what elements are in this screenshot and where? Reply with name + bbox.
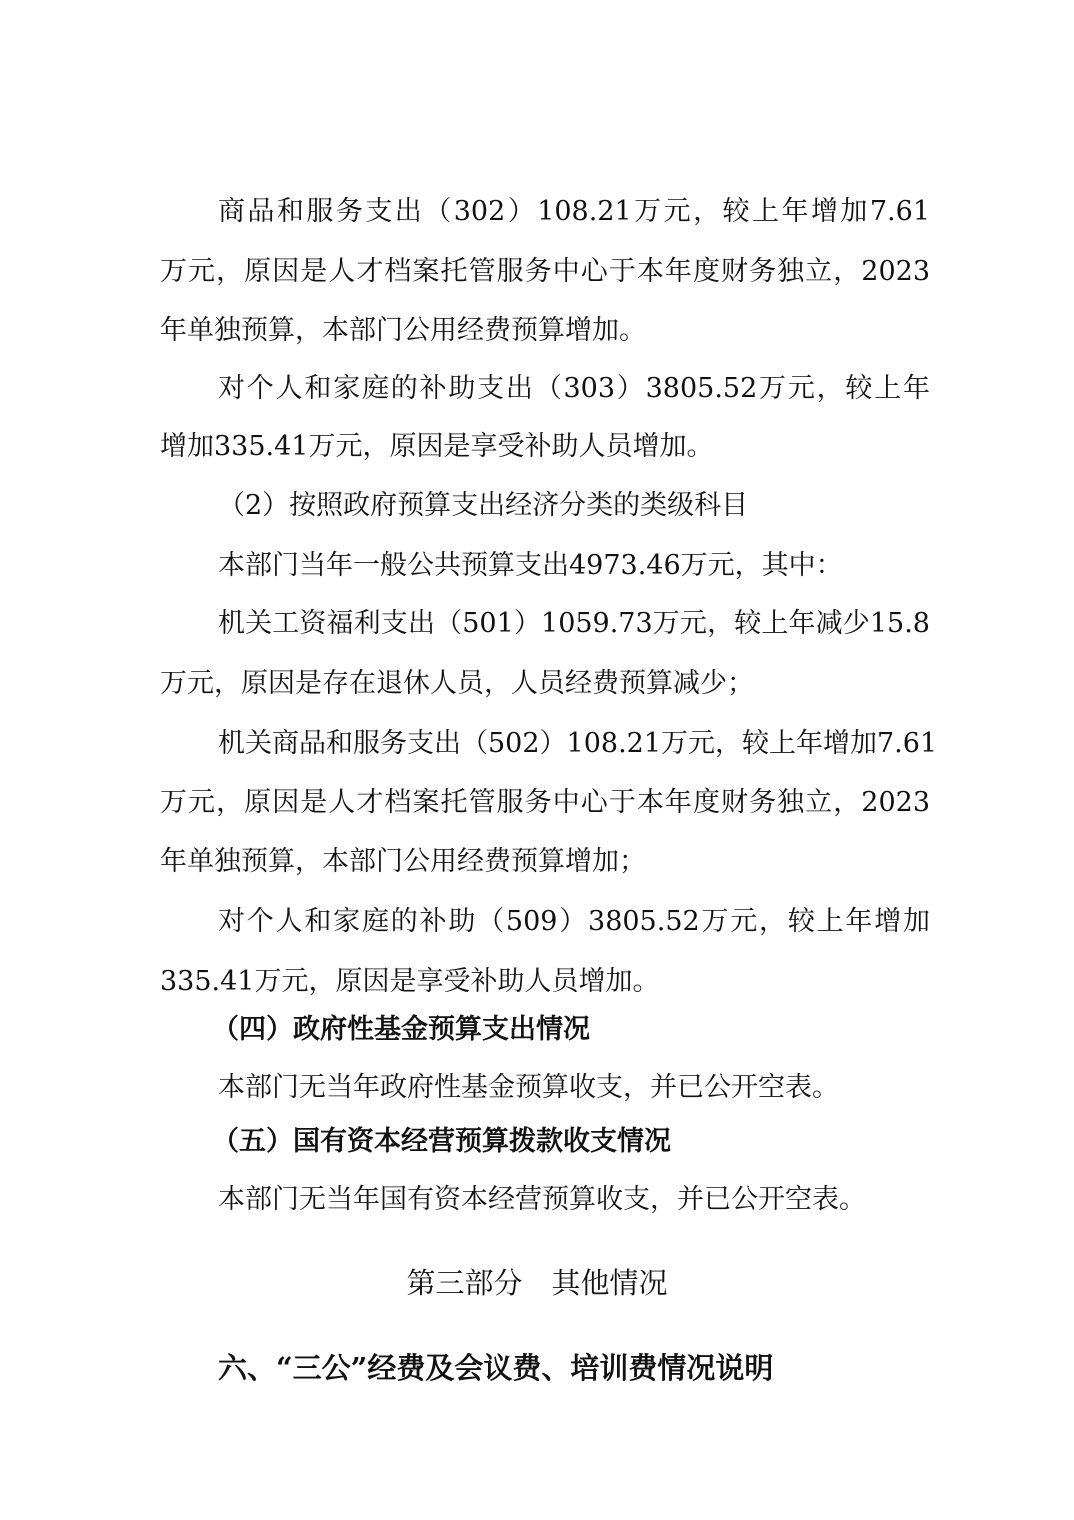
section-four-heading: （四）政府性基金预算支出情况 [212,1014,590,1045]
paragraph-line: 增加335.41万元，原因是享受补助人员增加。 [160,431,714,462]
section-five-body: 本部门无当年国有资本经营预算收支，并已公开空表。 [218,1184,866,1215]
paragraph-line: 年单独预算，本部门公用经费预算增加； [160,846,646,877]
paragraph-line: 对个人和家庭的补助（509）3805.52万元，较上年增加 [218,906,930,937]
paragraph-line: 机关商品和服务支出（502）108.21万元，较上年增加7.61 [218,728,938,759]
paragraph-line: 商品和服务支出（302）108.21万元，较上年增加7.61 [218,196,930,227]
paragraph-line: 机关工资福利支出（501）1059.73万元，较上年减少15.8 [218,608,930,639]
part-three-title: 第三部分 其他情况 [406,1266,668,1300]
subsection-heading: （2）按照政府预算支出经济分类的类级科目 [218,490,749,521]
paragraph-line: 万元，原因是存在退休人员，人员经费预算减少； [160,668,754,699]
section-four-body: 本部门无当年政府性基金预算收支，并已公开空表。 [218,1072,839,1103]
paragraph-line: 335.41万元，原因是享受补助人员增加。 [160,966,660,997]
paragraph-line: 万元，原因是人才档案托管服务中心于本年度财务独立，2023 [160,256,930,287]
section-five-heading: （五）国有资本经营预算拨款收支情况 [212,1126,671,1157]
paragraph-line: 对个人和家庭的补助支出（303）3805.52万元，较上年 [218,373,930,404]
paragraph-line: 年单独预算，本部门公用经费预算增加。 [160,315,646,346]
section-six-heading: 六、“三公”经费及会议费、培训费情况说明 [218,1351,774,1385]
paragraph-line: 本部门当年一般公共预算支出4973.46万元，其中： [218,550,843,581]
paragraph-line: 万元，原因是人才档案托管服务中心于本年度财务独立，2023 [160,787,930,818]
